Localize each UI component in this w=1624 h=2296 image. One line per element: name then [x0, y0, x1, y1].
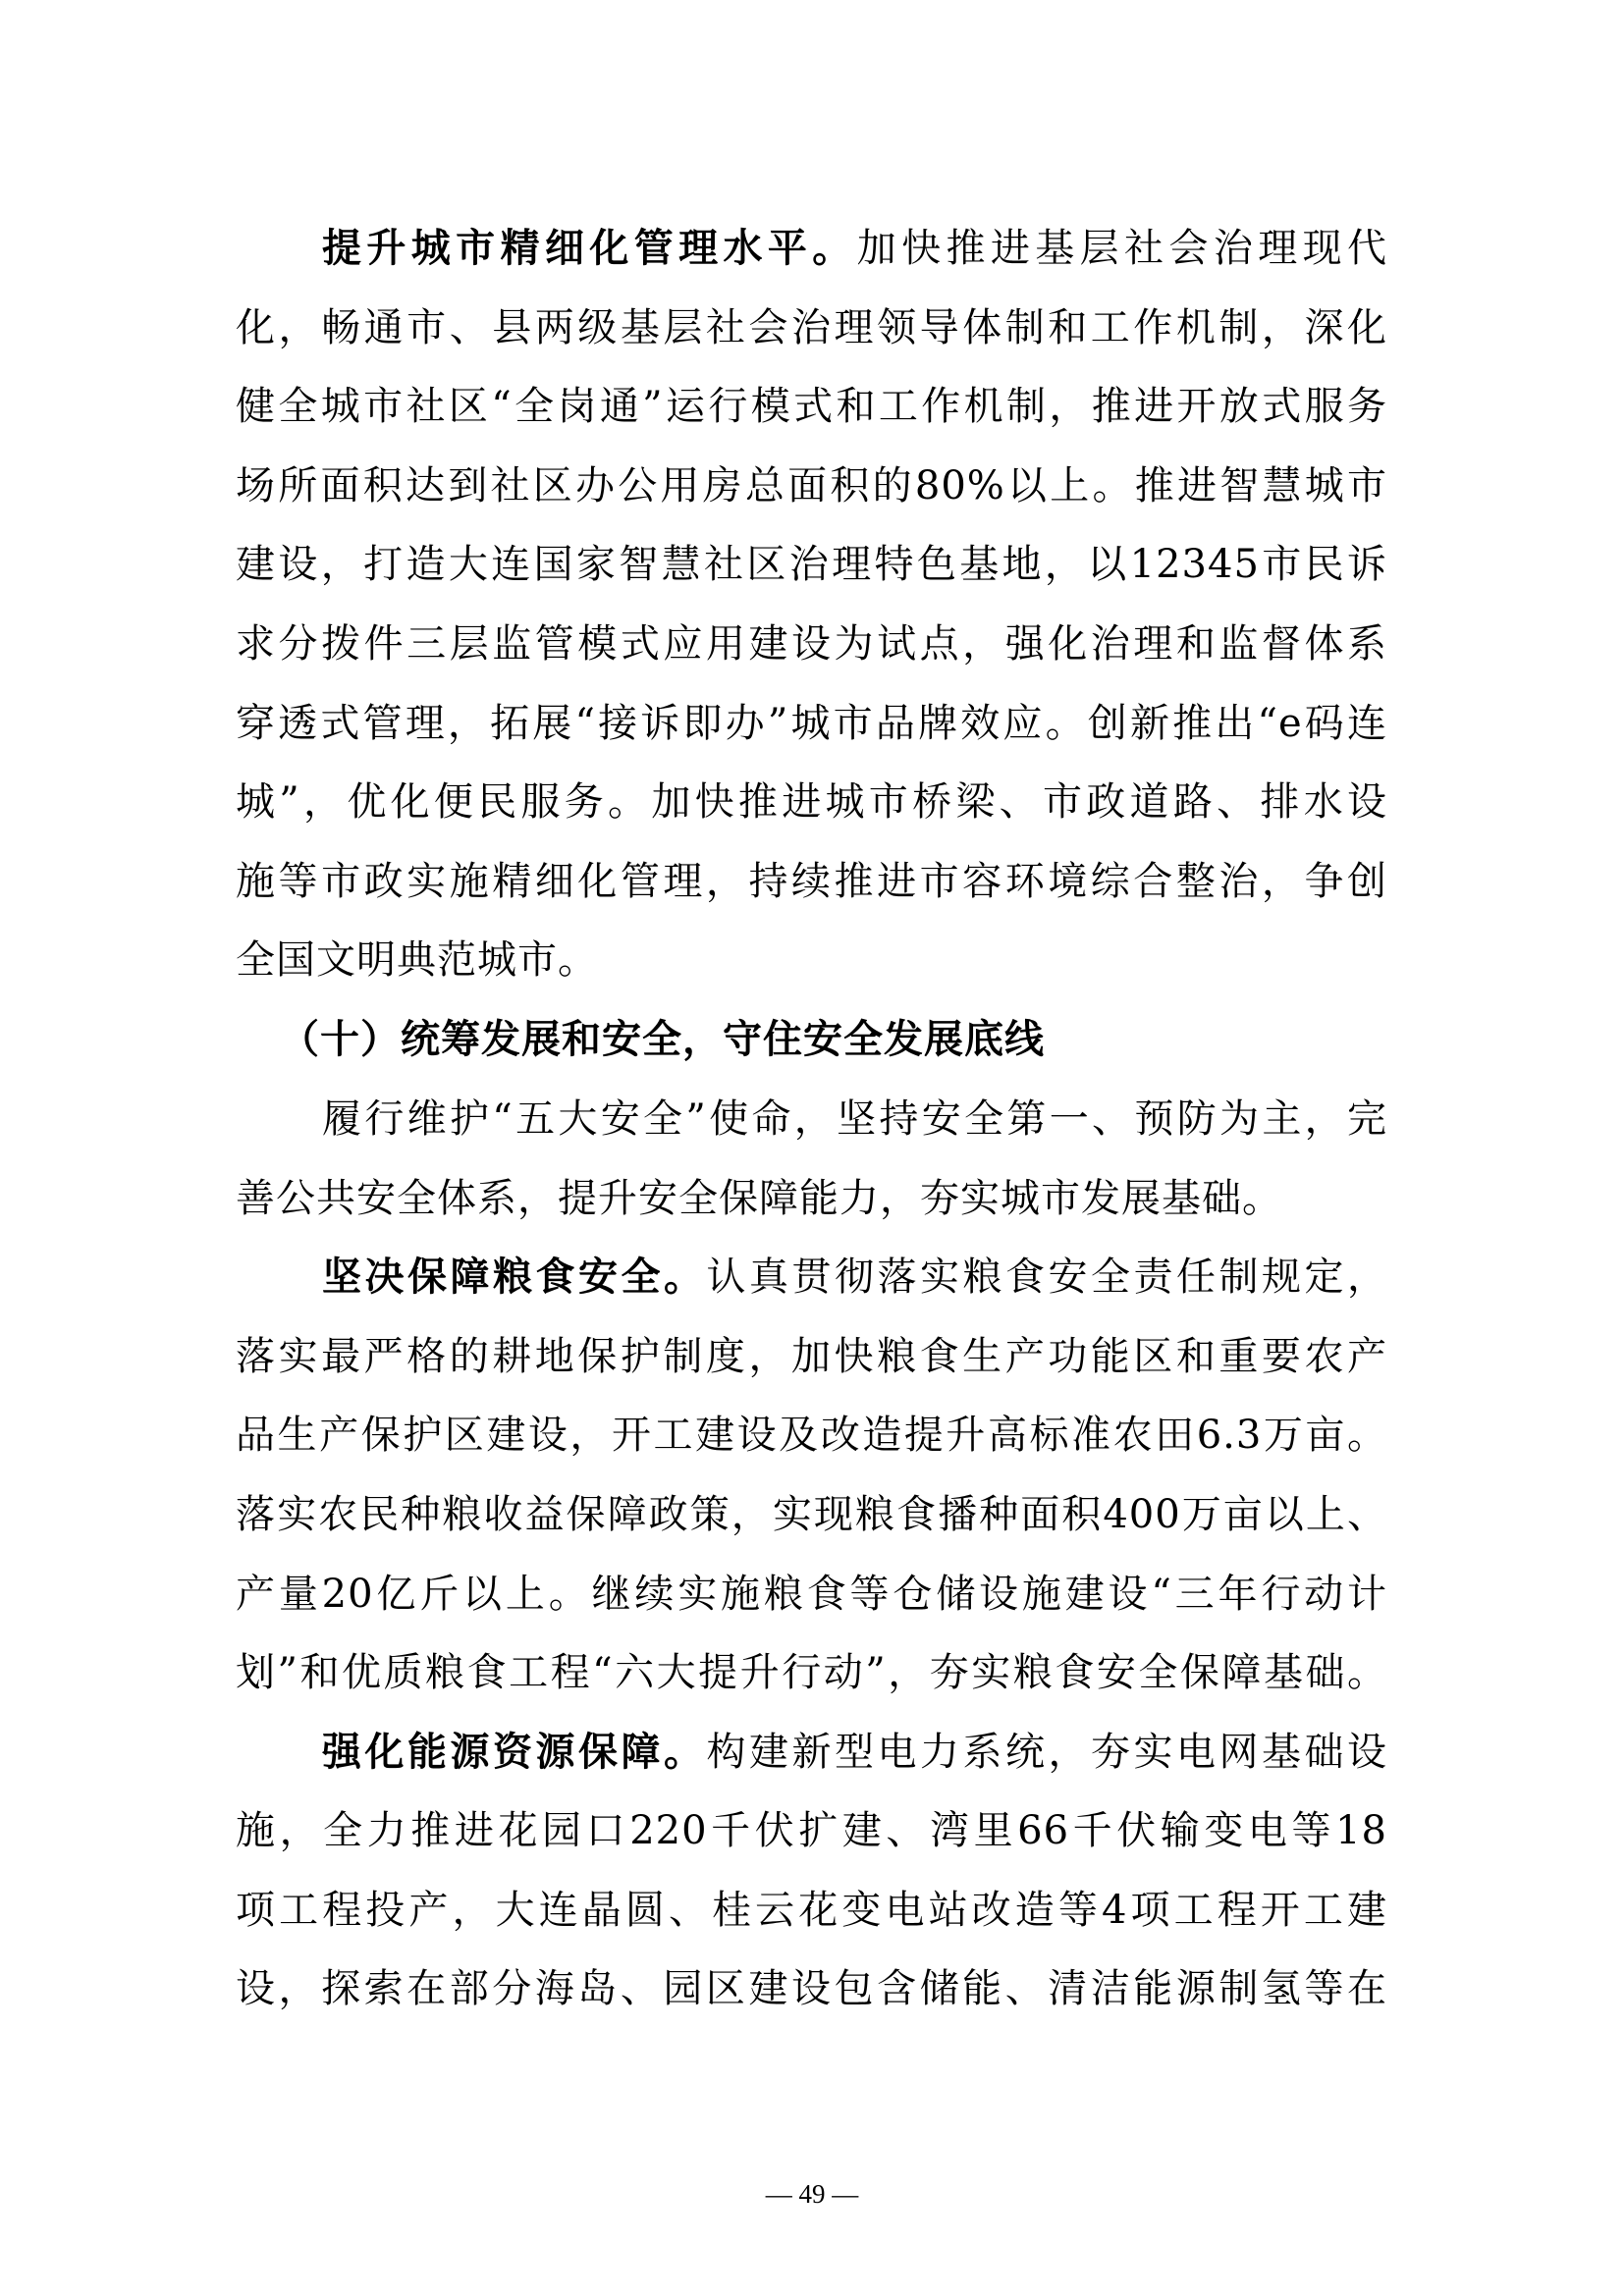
paragraph-text: 构建新型电力系统，夯实电网基础设	[706, 1730, 1387, 1775]
section-heading: （十）统筹发展和安全，守住安全发展底线	[280, 1017, 1045, 1062]
page-number: — 49 —	[765, 2179, 859, 2209]
paragraph-text: 认真贯彻落实粮食安全责任制规定，	[706, 1255, 1387, 1300]
paragraph-line: 履行维护“五大安全”使命，坚持安全第一、预防为主，完	[322, 1096, 1387, 1142]
paragraph-line: 划”和优质粮食工程“六大提升行动”，夯实粮食安全保障基础。	[236, 1650, 1387, 1695]
paragraph-text: 加快推进基层社会治理现代	[856, 226, 1388, 271]
paragraph-lead-heading: 提升城市精细化管理水平。	[322, 226, 857, 271]
paragraph-line: 健全城市社区“全岗通”运行模式和工作机制，推进开放式服务	[236, 384, 1387, 429]
paragraph-lead-heading: 坚决保障粮食安全。	[322, 1255, 707, 1300]
paragraph-line: 项工程投产，大连晶圆、桂云花变电站改造等4项工程开工建	[236, 1888, 1387, 1933]
paragraph-line: 品生产保护区建设，开工建设及改造提升高标准农田6.3万亩。	[236, 1413, 1387, 1458]
paragraph-line: 求分拨件三层监管模式应用建设为试点，强化治理和监督体系	[236, 621, 1387, 667]
paragraph-lead-heading: 强化能源资源保障。	[322, 1730, 707, 1775]
paragraph-line: 建设，打造大连国家智慧社区治理特色基地，以12345市民诉	[236, 542, 1387, 587]
paragraph-line: 落实农民种粮收益保障政策，实现粮食播种面积400万亩以上、	[236, 1492, 1387, 1537]
paragraph-line: 场所面积达到社区办公用房总面积的80%以上。推进智慧城市	[236, 463, 1387, 508]
paragraph-line: 施，全力推进花园口220千伏扩建、湾里66千伏输变电等18	[236, 1808, 1387, 1853]
paragraph-urban-management-line-1	[322, 219, 1387, 278]
paragraph-line: 设，探索在部分海岛、园区建设包含储能、清洁能源制氢等在	[236, 1966, 1387, 2011]
paragraph-line: 落实最严格的耕地保护制度，加快粮食生产功能区和重要农产	[236, 1334, 1387, 1379]
paragraph-energy-security-line-1	[322, 1723, 1387, 1782]
paragraph-food-security-line-1	[322, 1248, 1387, 1307]
paragraph-line: 全国文明典范城市。	[236, 937, 598, 983]
paragraph-line: 产量20亿斤以上。继续实施粮食等仓储设施建设“三年行动计	[236, 1572, 1387, 1617]
paragraph-line: 化，畅通市、县两级基层社会治理领导体制和工作机制，深化	[236, 305, 1387, 350]
paragraph-line: 城”，优化便民服务。加快推进城市桥梁、市政道路、排水设	[236, 779, 1387, 825]
paragraph-line: 施等市政实施精细化管理，持续推进市容环境综合整治，争创	[236, 859, 1387, 904]
paragraph-line: 善公共安全体系，提升安全保障能力，夯实城市发展基础。	[236, 1176, 1282, 1221]
paragraph-line: 穿透式管理，拓展“接诉即办”城市品牌效应。创新推出“e码连	[236, 701, 1387, 746]
